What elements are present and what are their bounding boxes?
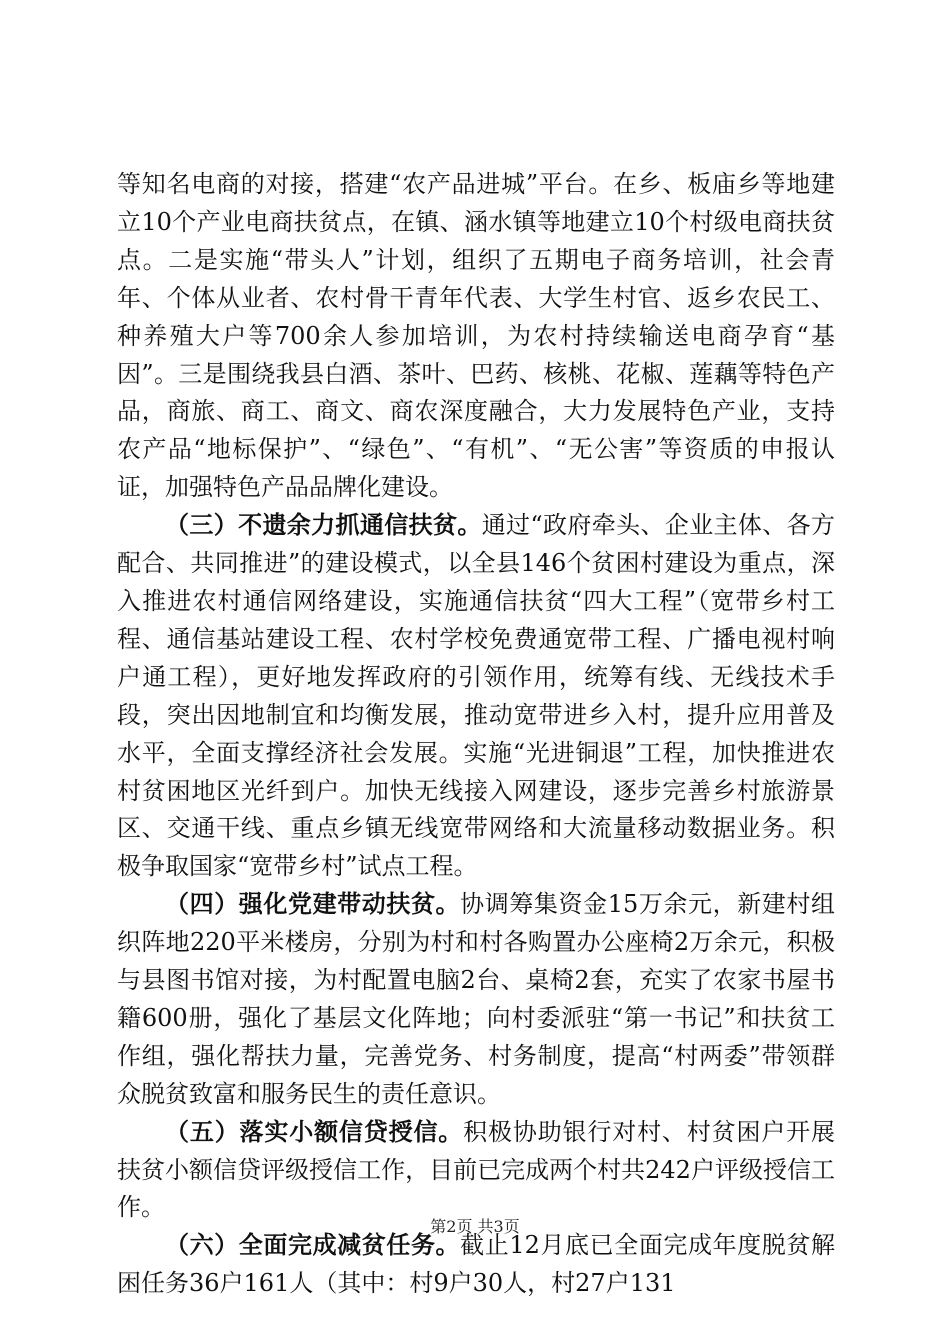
paragraph-party-building xyxy=(117,886,835,1113)
section-heading: （五）落实小额信贷授信。 xyxy=(165,1117,464,1146)
paragraph-ecommerce-continued xyxy=(117,166,835,507)
paragraph-text: 截止12月底已全面完成年度脱贫解困任务36户161人（其中：村9户30人，村27户131 xyxy=(117,1231,835,1298)
section-heading: （六）全面完成减贫任务。 xyxy=(165,1231,461,1260)
document-body xyxy=(117,166,835,1303)
page-number: 第2页 共3页 xyxy=(430,1217,520,1236)
paragraph-text: 协调筹集资金15万余元，新建村组织阵地220平米楼房，分别为村和村各购置办公座椅2万余元，积极与县图书馆对接，为村配置电脑2台、桌椅2套，充实了农家书屋书籍600册，强化了基层文化阵地；向村委派驻“第一书记”和扶贫工作组，强化帮扶力量，完善党务、村务制度，提高“村两委”带领群众脱贫致富和服务民生的责任意识。 xyxy=(117,890,835,1108)
section-heading: （四）强化党建带动扶贫。 xyxy=(165,890,461,919)
section-heading: （三）不遗余力抓通信扶贫。 xyxy=(165,511,482,540)
paragraph-telecom-poverty-alleviation xyxy=(117,507,835,886)
paragraph-poverty-reduction xyxy=(117,1227,835,1303)
paragraph-text: 等知名电商的对接，搭建“农产品进城”平台。在乡、板庙乡等地建立10个产业电商扶贫点，在镇、涵水镇等地建立10个村级电商扶贫点。二是实施“带头人”计划，组织了五期电子商务培训，社会青年、个体从业者、农村骨干青年代表、大学生村官、返乡农民工、种养殖大户等700余人参加培训，为农村持续输送电商孕育“基因”。三是围绕我县白酒、茶叶、巴药、核桃、花椒、莲藕等特色产品，商旅、商工、商文、商农深度融合，大力发展特色产业，支持农产品“地标保护”、“绿色”、“有机”、“无公害”等资质的申报认证，加强特色产品品牌化建设。 xyxy=(117,170,835,502)
page-footer xyxy=(0,1217,950,1237)
paragraph-text: 积极协助银行对村、村贫困户开展扶贫小额信贷评级授信工作，目前已完成两个村共242户评级授信工作。 xyxy=(117,1117,836,1222)
paragraph-text: 通过“政府牵头、企业主体、各方配合、共同推进”的建设模式，以全县146个贫困村建设为重点，深入推进农村通信网络建设，实施通信扶贫“四大工程”（宽带乡村工程、通信基站建设工程、农村学校免费通宽带工程、广播电视村响户通工程），更好地发挥政府的引领作用，统筹有线、无线技术手段，突出因地制宜和均衡发展，推动宽带进乡入村，提升应用普及水平，全面支撑经济社会发展。实施“光进铜退”工程，加快推进农村贫困地区光纤到户。加快无线接入网建设，逐步完善乡村旅游景区、交通干线、重点乡镇无线宽带网络和大流量移动数据业务。积极争取国家“宽带乡村”试点工程。 xyxy=(117,511,835,881)
paragraph-microcredit xyxy=(117,1114,835,1228)
